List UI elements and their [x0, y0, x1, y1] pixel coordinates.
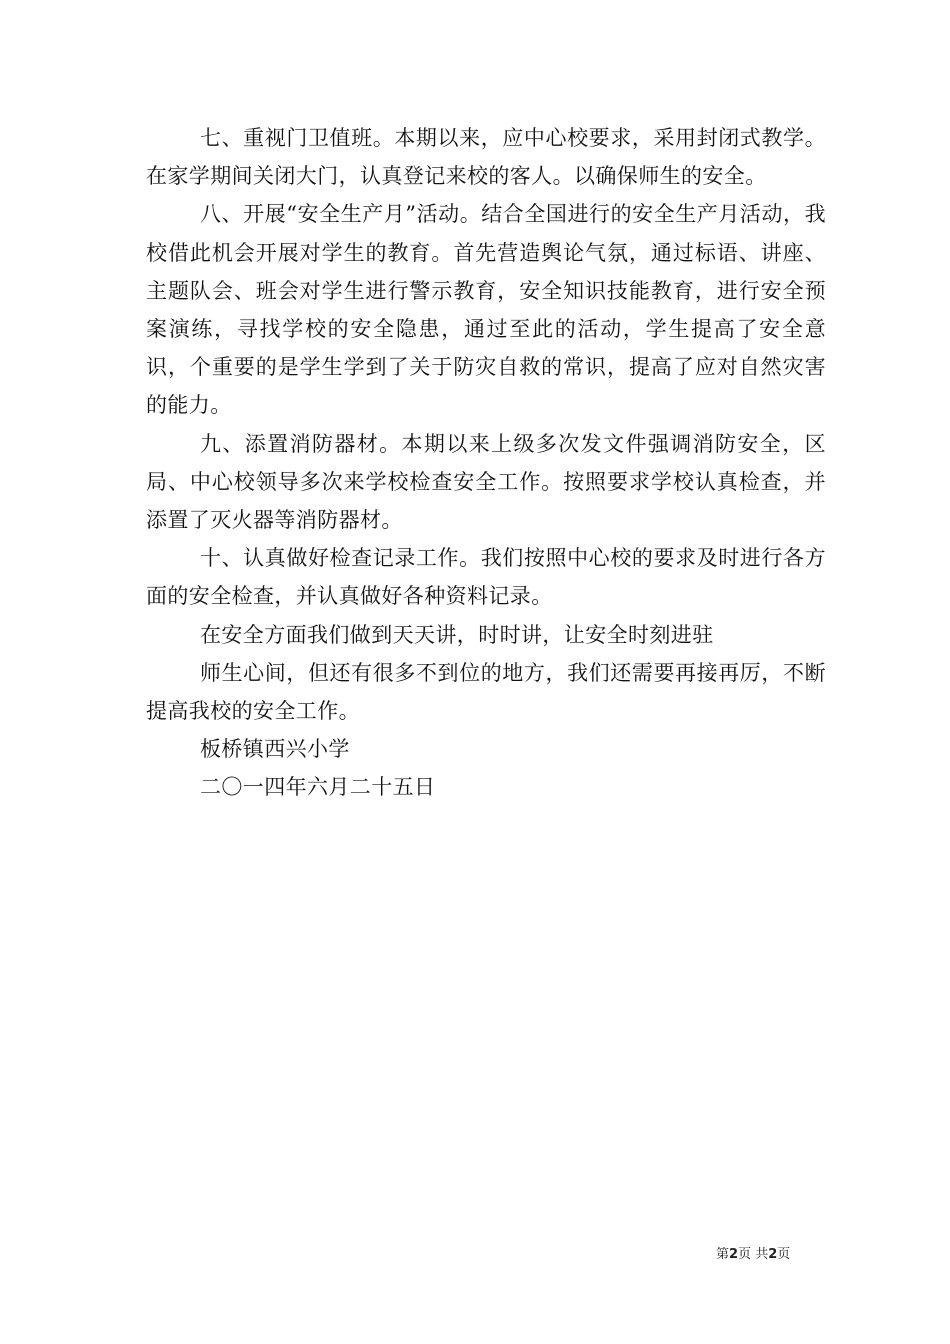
page-number-footer	[716, 1246, 790, 1264]
paragraph-summary-line-1: 在安全方面我们做到天天讲，时时讲，让安全时刻进驻	[200, 622, 714, 647]
footer-total-pages: 2	[768, 1247, 778, 1262]
signature-date: 二〇一四年六月二十五日	[200, 775, 436, 800]
paragraph-inspection-records: 十、认真做好检查记录工作。我们按照中心校的要求及时进行各方面的安全检查，并认真做好各种资料记录。	[146, 546, 826, 609]
footer-middle: 页 共	[738, 1247, 769, 1262]
paragraph-summary-line-2: 师生心间，但还有很多不到位的地方，我们还需要再接再厉，不断提高我校的安全工作。	[146, 660, 826, 724]
document-body	[146, 119, 826, 807]
paragraph-safety-month: 八、开展“安全生产月”活动。结合全国进行的安全生产月活动，我校借此机会开展对学生的教育。首先营造舆论气氛，通过标语、讲座、主题队会、班会对学生进行警示教育，安全知识技能教育，进行安全预案演练，寻找学校的安全隐患，通过至此的活动，学生提高了安全意识，个重要的是学生学到了关于防灾自救的常识，提高了应对自然灾害的能力。	[146, 202, 826, 418]
paragraph-gate-duty: 七、重视门卫值班。本期以来，应中心校要求，采用封闭式教学。在家学期间关闭大门，认真登记来校的客人。以确保师生的安全。	[146, 126, 826, 189]
footer-prefix: 第	[716, 1247, 730, 1262]
signature-school-name: 板桥镇西兴小学	[200, 737, 350, 762]
footer-suffix: 页	[777, 1247, 791, 1262]
footer-current-page: 2	[729, 1247, 739, 1262]
paragraph-fire-equipment: 九、添置消防器材。本期以来上级多次发文件强调消防安全，区局、中心校领导多次来学校检查安全工作。按照要求学校认真检查，并添置了灭火器等消防器材。	[146, 431, 826, 533]
